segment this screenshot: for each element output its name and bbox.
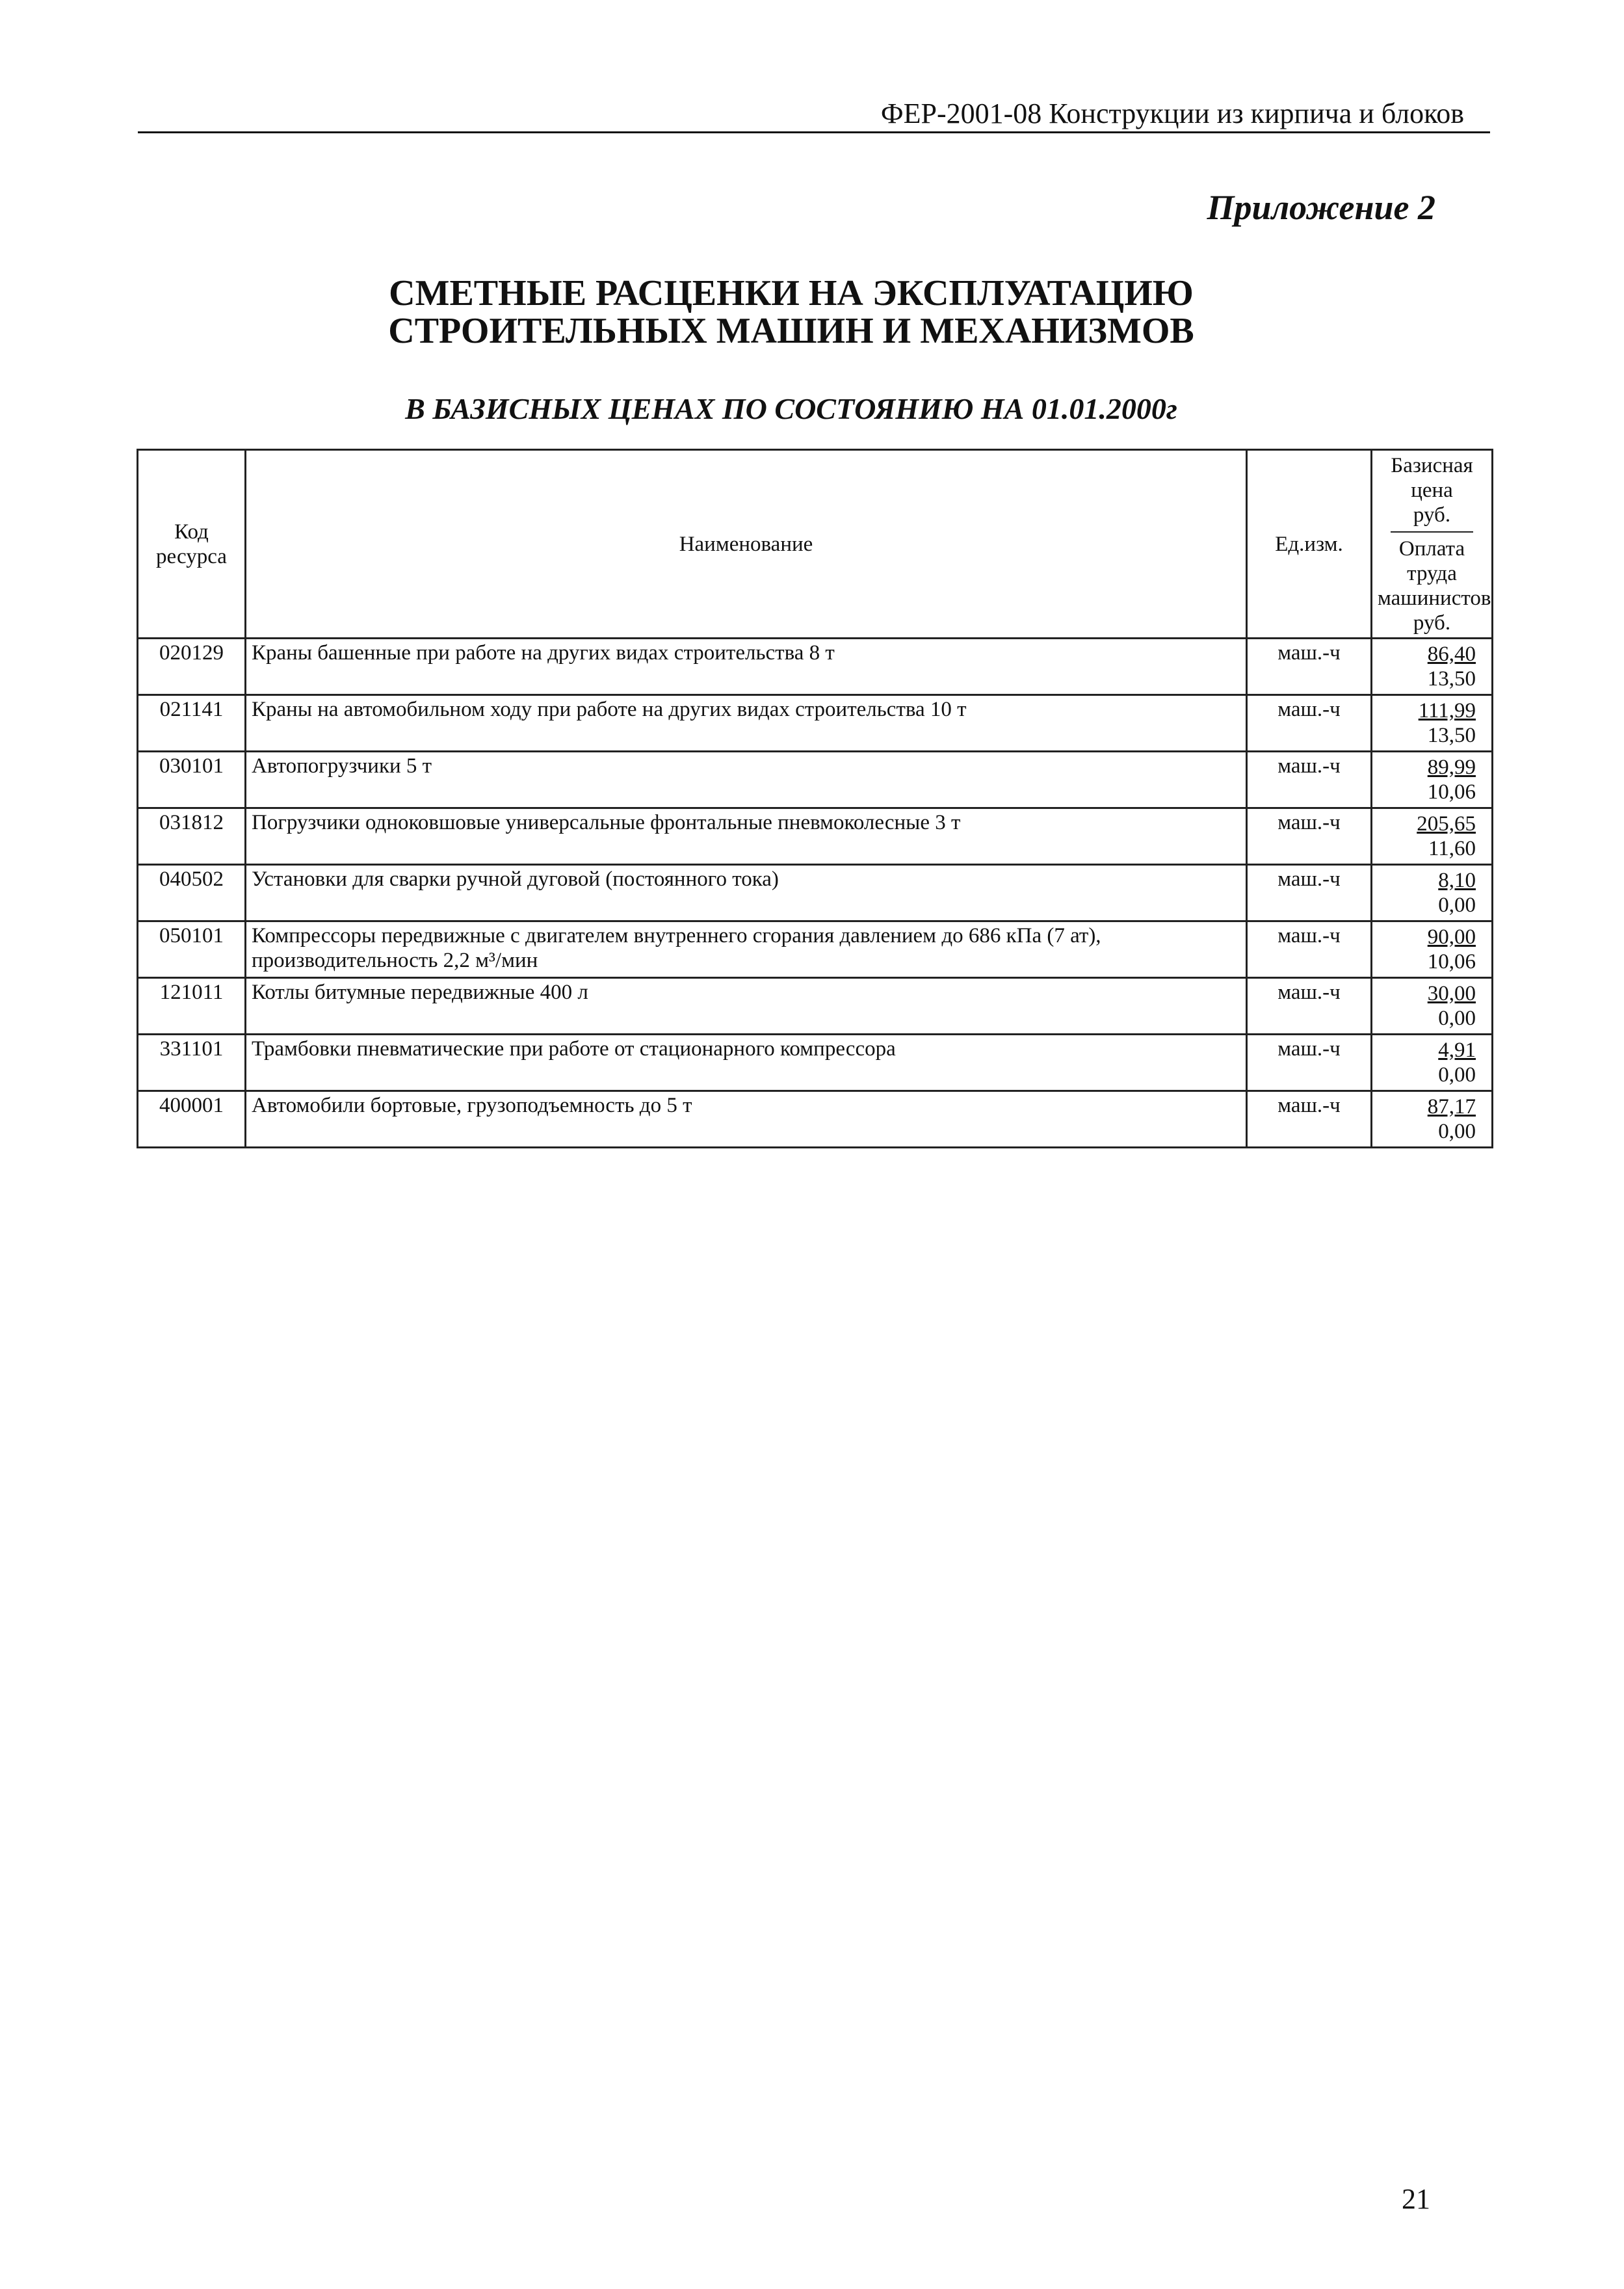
- row-name: Котлы битумные передвижные 400 л: [246, 978, 1247, 1035]
- row-name: Компрессоры передвижные с двигателем внутреннего сгорания давлением до 686 кПа (7 ат), производительность 2,2 м³/мин: [246, 921, 1247, 978]
- row-name: Краны на автомобильном ходу при работе на других видах строительства 10 т: [246, 695, 1247, 752]
- row-price: [1372, 1091, 1493, 1148]
- row-price: [1372, 639, 1493, 695]
- running-head: ФЕР-2001-08 Конструкции из кирпича и блоков: [138, 96, 1490, 133]
- row-wage: 11,60: [1428, 837, 1476, 860]
- header-name: Наименование: [246, 450, 1247, 639]
- header-code-line-1: Код: [174, 520, 209, 544]
- row-name: Погрузчики одноковшовые универсальные фронтальные пневмоколесные 3 т: [246, 808, 1247, 865]
- row-code: 021141: [138, 695, 246, 752]
- title-line-2: СТРОИТЕЛЬНЫХ МАШИН И МЕХАНИЗМОВ: [388, 311, 1194, 351]
- row-unit: маш.-ч: [1247, 808, 1372, 865]
- row-code: 020129: [138, 639, 246, 695]
- row-unit: маш.-ч: [1247, 1035, 1372, 1091]
- row-wage: 0,00: [1438, 1063, 1476, 1087]
- table-row: [138, 808, 1493, 865]
- row-price: [1372, 752, 1493, 808]
- row-code: 030101: [138, 752, 246, 808]
- table-row: [138, 1035, 1493, 1091]
- machine-prices-table: [137, 449, 1493, 1148]
- row-unit: маш.-ч: [1247, 1091, 1372, 1148]
- header-price-line-3: руб.: [1413, 503, 1451, 527]
- table-row: [138, 639, 1493, 695]
- row-unit: маш.-ч: [1247, 752, 1372, 808]
- row-price: [1372, 921, 1493, 978]
- row-code: 031812: [138, 808, 246, 865]
- header-wage-line-2: машинистов: [1378, 586, 1491, 610]
- header-wage-line-3: руб.: [1413, 611, 1451, 635]
- row-wage: 10,06: [1427, 780, 1476, 804]
- table-header-row: [138, 450, 1493, 639]
- row-base-price: 30,00: [1427, 982, 1476, 1005]
- row-wage: 0,00: [1438, 1007, 1476, 1030]
- header-price: [1372, 450, 1493, 639]
- header-wage: [1378, 533, 1491, 635]
- table-row: [138, 978, 1493, 1035]
- row-unit: маш.-ч: [1247, 639, 1372, 695]
- header-price-line-2: цена: [1411, 478, 1453, 502]
- page-subtitle: В БАЗИСНЫХ ЦЕНАХ ПО СОСТОЯНИЮ НА 01.01.2000г: [405, 392, 1177, 425]
- table-row: [138, 695, 1493, 752]
- row-wage: 0,00: [1438, 893, 1476, 917]
- header-code: [138, 450, 246, 639]
- row-wage: 10,06: [1427, 950, 1476, 973]
- row-unit: маш.-ч: [1247, 978, 1372, 1035]
- row-name: Автопогрузчики 5 т: [246, 752, 1247, 808]
- row-name: Трамбовки пневматические при работе от стационарного компрессора: [246, 1035, 1247, 1091]
- row-unit: маш.-ч: [1247, 921, 1372, 978]
- row-price: [1372, 978, 1493, 1035]
- row-name: Автомобили бортовые, грузоподъемность до 5 т: [246, 1091, 1247, 1148]
- row-base-price: 86,40: [1427, 642, 1476, 666]
- appendix-label: Приложение 2: [1207, 188, 1435, 227]
- row-base-price: 205,65: [1417, 812, 1476, 836]
- table-row: [138, 921, 1493, 978]
- row-name: Краны башенные при работе на других видах строительства 8 т: [246, 639, 1247, 695]
- row-price: [1372, 865, 1493, 921]
- row-name: Установки для сварки ручной дуговой (постоянного тока): [246, 865, 1247, 921]
- table-row: [138, 865, 1493, 921]
- row-base-price: 89,99: [1427, 756, 1476, 779]
- row-base-price: 4,91: [1438, 1039, 1476, 1062]
- header-price-line-1: Базисная: [1391, 453, 1473, 477]
- table-row: [138, 752, 1493, 808]
- row-wage: 0,00: [1438, 1120, 1476, 1143]
- row-price: [1372, 808, 1493, 865]
- row-wage: 13,50: [1427, 724, 1476, 747]
- row-unit: маш.-ч: [1247, 695, 1372, 752]
- row-price: [1372, 695, 1493, 752]
- row-unit: маш.-ч: [1247, 865, 1372, 921]
- header-code-line-2: ресурса: [156, 544, 227, 568]
- title-line-1: СМЕТНЫЕ РАСЦЕНКИ НА ЭКСПЛУАТАЦИЮ: [389, 273, 1194, 313]
- row-code: 121011: [138, 978, 246, 1035]
- header-base-price: [1391, 453, 1473, 533]
- row-base-price: 8,10: [1438, 869, 1476, 892]
- row-base-price: 111,99: [1418, 699, 1476, 722]
- table-row: [138, 1091, 1493, 1148]
- row-base-price: 90,00: [1427, 925, 1476, 949]
- row-wage: 13,50: [1427, 667, 1476, 691]
- page-title: [138, 274, 1445, 350]
- row-code: 040502: [138, 865, 246, 921]
- row-code: 331101: [138, 1035, 246, 1091]
- row-code: 400001: [138, 1091, 246, 1148]
- row-price: [1372, 1035, 1493, 1091]
- header-unit: Ед.изм.: [1247, 450, 1372, 639]
- row-code: 050101: [138, 921, 246, 978]
- row-base-price: 87,17: [1427, 1095, 1476, 1118]
- header-wage-line-1: Оплата труда: [1398, 536, 1465, 585]
- page-number: 21: [1402, 2183, 1430, 2215]
